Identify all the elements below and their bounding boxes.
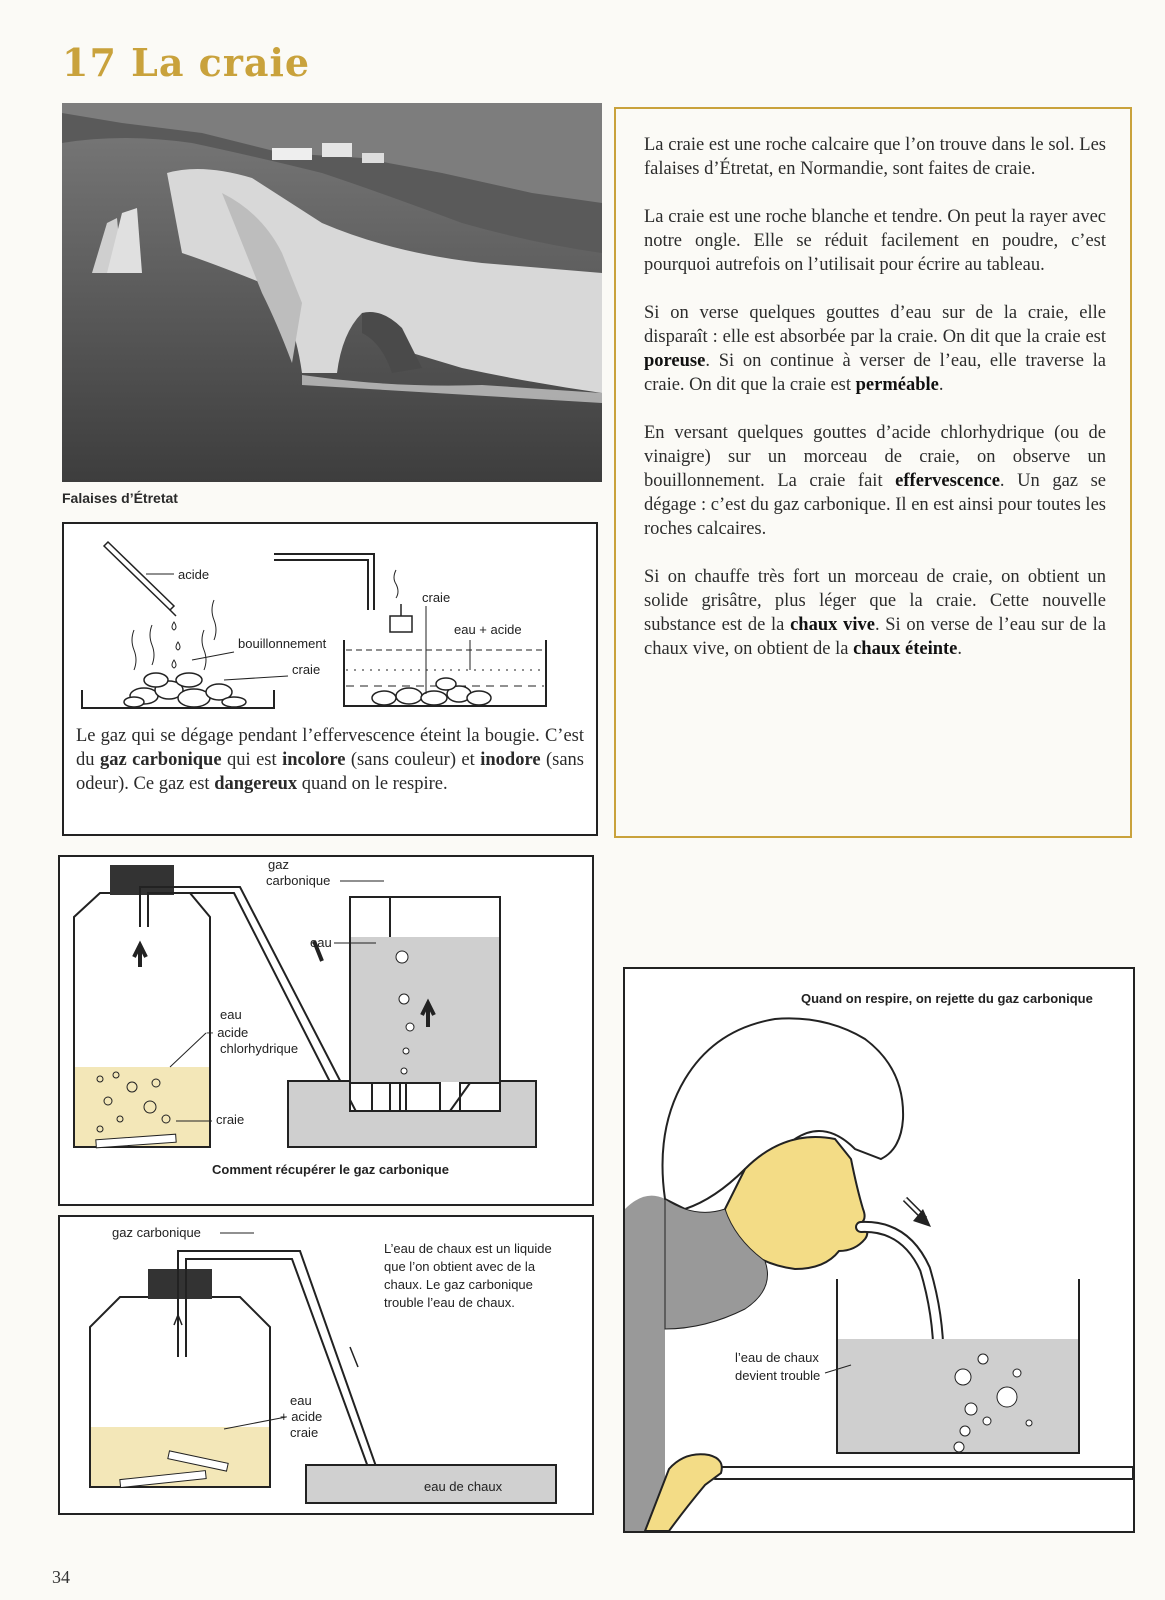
gas-collection-diagram [60,857,592,1204]
paragraph-2: La craie est une roche blanche et tendre. On peut la rayer avec notre ongle. Elle se réduit facilement en poudre, c’est pourquoi autrefois on l’utilisait pour écrire au tableau. [644,207,1106,275]
label-eau: eau [310,935,332,950]
note-line-4: trouble l’eau de chaux. [384,1295,515,1310]
note-line-3: chaux. Le gaz carbonique [384,1277,533,1292]
main-text-box [614,107,1132,838]
label-craie: craie [290,1425,319,1440]
label-chlorhydrique: chlorhydrique [220,1041,299,1056]
note-line-2: que l’on obtient avec de la [384,1259,536,1274]
lime-water-box [58,1215,594,1515]
paragraph-5: Si on chauffe très fort un morceau de craie, on obtient un solide grisâtre, plus léger que la craie. Cette nouvelle substance est de la chaux vive. Si on verse de l’eau sur de la chaux vive, on obtient de la chaux éteinte. [644,567,1106,659]
label-eau-bottle: eau [220,1007,242,1022]
photo-caption: Falaises d’Étretat [62,490,178,506]
paragraph-4: En versant quelques gouttes d’acide chlorhydrique (ou de vinaigre) sur un morceau de craie, on observe un bouillonnement. La craie fait effervescence. Un gaz se dégage : c’est du gaz carbonique. Il en est ainsi pour toutes les roches calcaires. [644,423,1106,539]
gas-collection-box [58,855,594,1206]
breathing-box [623,967,1135,1533]
label-acide: + acide [280,1409,323,1424]
label-eau: eau [290,1393,312,1408]
label-gaz: gaz [268,857,289,872]
label-devient-trouble: devient trouble [735,1368,821,1383]
label-plus-acide: + acide [206,1025,249,1040]
label-carbonique: carbonique [266,873,331,888]
lime-water-diagram [60,1217,592,1513]
effervescence-text: Le gaz qui se dégage pendant l’effervescence éteint la bougie. C’est du gaz carbonique qui est incolore (sans couleur) et inodore (sans odeur). Ce gaz est dangereux quand on le respire. [76,726,585,794]
label-bouillonnement: bouillonnement [238,636,327,651]
effervescence-diagram [74,530,586,730]
page-title: 17 La craie [62,40,311,85]
label-eau-de-chaux: eau de chaux [424,1479,503,1494]
etretat-photo [62,103,602,482]
paragraph-3: Si on verse quelques gouttes d’eau sur de la craie, elle disparaît : elle est absorbée par la craie. On dit que la craie est poreuse. Si on continue à verser de l’eau, elle traverse la craie. On dit que la craie est perméable. [644,303,1106,395]
gas-collection-caption: Comment récupérer le gaz carbonique [212,1162,449,1177]
label-craie-right: craie [422,590,451,605]
effervescence-box [62,522,598,836]
label-craie-left: craie [292,662,321,677]
label-eau-de-chaux: l’eau de chaux [735,1350,819,1365]
label-acide: acide [178,567,210,582]
label-craie: craie [216,1112,245,1127]
page-number: 34 [52,1567,70,1587]
label-eau-acide: eau + acide [454,622,522,637]
paragraph-1: La craie est une roche calcaire que l’on trouve dans le sol. Les falaises d’Étretat, en Normandie, sont faites de craie. [644,135,1106,179]
breathing-title: Quand on respire, on rejette du gaz carbonique [801,991,1093,1006]
breathing-diagram [625,969,1133,1531]
label-gaz-carbonique: gaz carbonique [112,1225,201,1240]
note-line-1: L’eau de chaux est un liquide [384,1241,552,1256]
